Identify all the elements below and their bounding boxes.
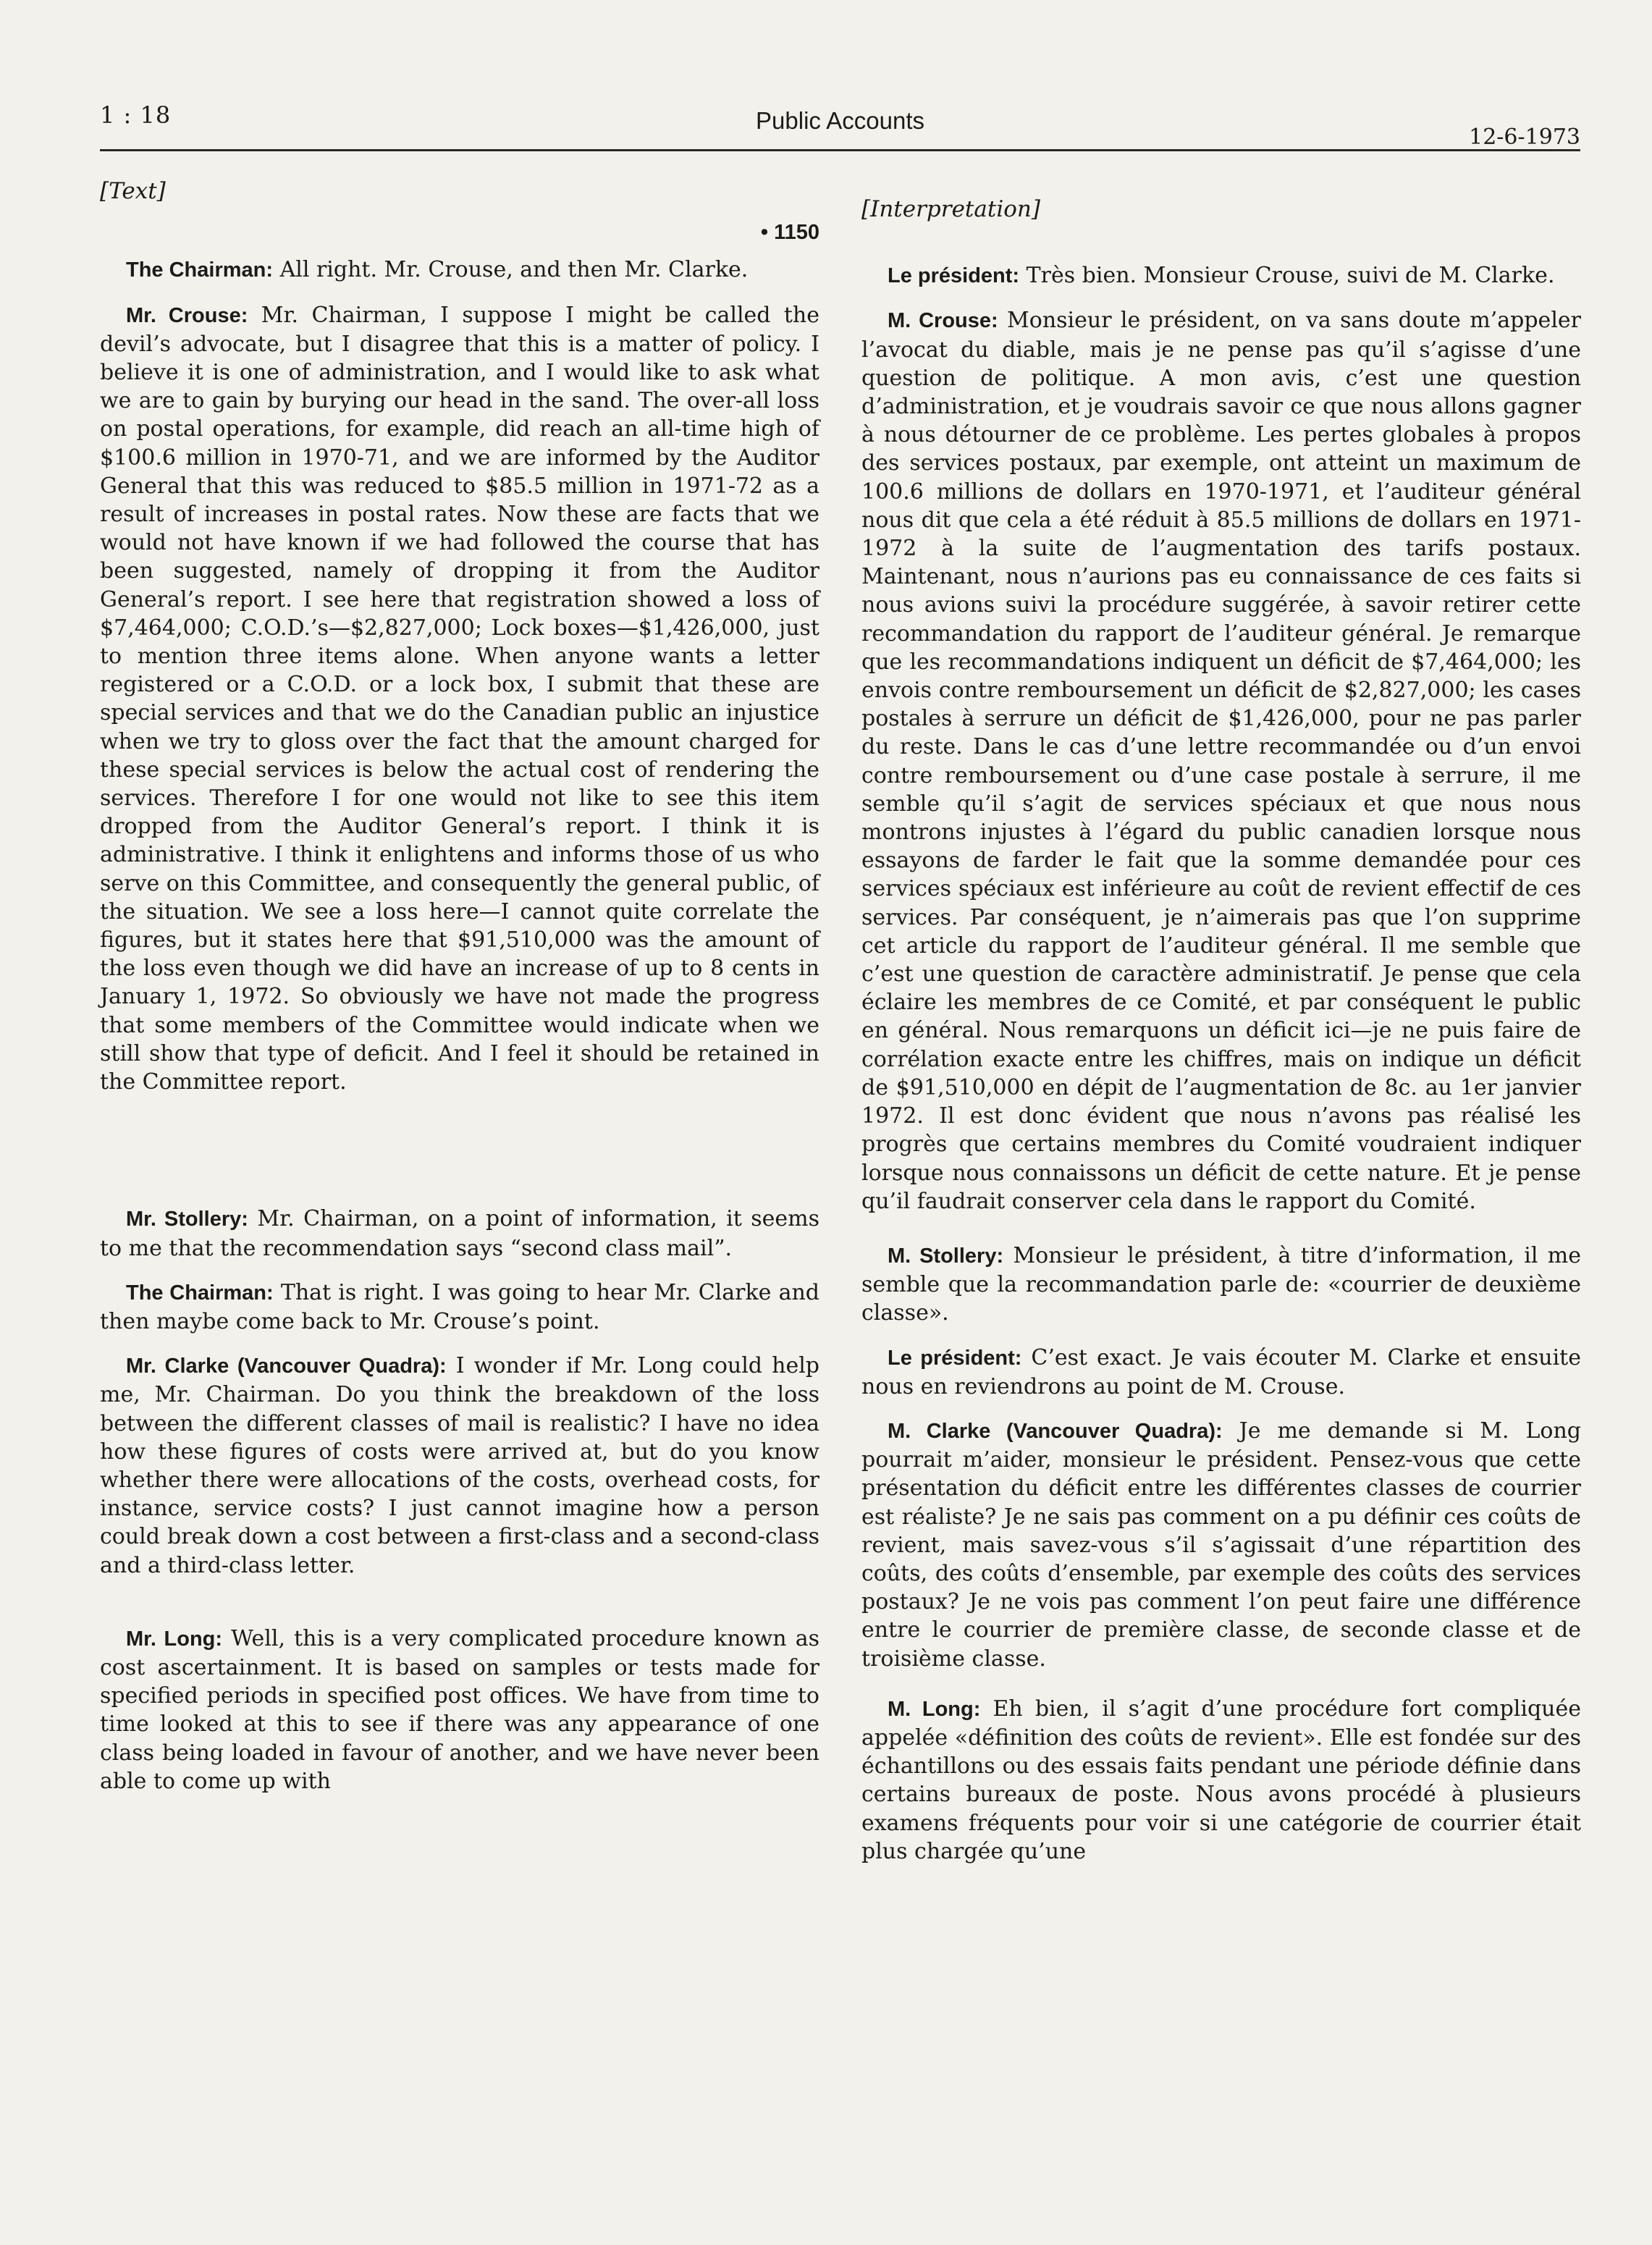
paragraph [100, 1205, 819, 1262]
paragraph [100, 1625, 819, 1795]
speaker-name: Mr. Stollery: [126, 1208, 248, 1231]
paragraph [861, 1242, 1581, 1328]
paragraph-text: C’est exact. Je vais écouter M. Clarke et ensuite nous en reviendrons au point de M. Crouse. [861, 1344, 1581, 1399]
time-marker: • 1150 [760, 221, 819, 245]
paragraph-text: Très bien. Monsieur Crouse, suivi de M. Clarke. [1019, 263, 1555, 289]
header-date: 12-6-1973 [1469, 125, 1580, 150]
paragraph-text: Eh bien, il s’agit d’une procédure fort compliquée appelée «définition des coûts de revient». Elle est fondée sur des échantillons ou des essais faits pendant une période définie dans certains bureaux de poste. Nous avons procédé à plusieurs examens fréquents pour voir si une catégorie de courrier était plus chargée qu’une [861, 1696, 1581, 1864]
paragraph-text: I wonder if Mr. Long could help me, Mr. Chairman. Do you think the breakdown of the loss between the different classes of mail is realistic? I have no idea how these figures of costs were arrived at, but do you know whether there were allocations of the costs, overhead costs, for instance, service costs? I just cannot imagine how a person could break down a cost between a first-class and a second-class and a third-class letter. [100, 1353, 819, 1578]
paragraph [861, 261, 1581, 290]
spacer [861, 1231, 1581, 1242]
paragraph-text: Monsieur le président, on va sans doute m’appeler l’avocat du diable, mais je ne pense pas qu’il s’agisse d’une question de politique. A mon avis, c’est une question d’administration, et je voudrais savoir ce que nous allons gagner à nous détourner de ce problème. Les pertes globales à propos des services postaux, par exemple, ont atteint un maximum de 100.6 millions de dollars en 1970-1971, et l’auditeur général nous dit que cela a été réduit à 85.5 millions de dollars en 1971-1972 à la suite de l’augmentation des tarifs postaux. Maintenant, nous n’aurions pas eu connaissance de ces faits si nous avions suivi la procédure suggérée, à savoir retirer cette recommandation du rapport de l’auditeur général. Je remarque que les recommandations indiquent un déficit de $7,464,000; les envois contre remboursement un déficit de $2,827,000; les cases postales à serrure un déficit de $1,426,000, pour ne pas parler du reste. Dans le cas d’une lettre recommandée ou d’un envoi contre remboursement ou d’une case postale à serrure, il me semble qu’il s’agit de services spéciaux et que nous nous montrons injustes à l’égard du public canadien lorsque nous essayons de farder le fait que la somme demandée pour ces services spéciaux est inférieure au coût de revient effectif de ces services. Par conséquent, je n’aimerais pas que l’on supprime cet article du rapport de l’auditeur général. Il me semble que c’est une question de caractère administratif. Je pense que cela éclaire les membres de ce Comité, et par conséquent le public en général. Nous remarquons un déficit ici—je ne puis faire de corrélation exacte entre les chiffres, mais on indique un déficit de $91,510,000 en dépit de l’augmentation de 8c. au 1er janvier 1972. Il est donc évident que nous n’avons pas réalisé les progrès que certains membres du Comité voudraient indiquer lorsque nous connaissons un déficit de cette nature. Et je pense qu’il faudrait conserver cela dans le rapport du Comité. [861, 308, 1582, 1214]
speaker-name: Le président: [888, 1346, 1022, 1370]
speaker-name: Mr. Long: [126, 1627, 223, 1651]
speaker-name: Mr. Crouse: [126, 303, 248, 327]
paragraph [100, 1352, 819, 1580]
speaker-name: The Chairman: [126, 258, 274, 282]
paragraph-text: That is right. I was going to hear Mr. Clarke and then maybe come back to Mr. Crouse’s point. [100, 1279, 819, 1334]
interpretation-tag: [Interpretation] [861, 196, 1040, 222]
paragraph [861, 306, 1581, 1216]
speaker-name: Le président: [888, 264, 1020, 288]
spacer [100, 1596, 819, 1625]
paragraph-text: Mr. Chairman, on a point of information, it seems to me that the recommendation says “second class mail”. [100, 1206, 819, 1261]
french-column [861, 195, 1581, 1882]
paragraph [861, 1695, 1581, 1866]
speaker-name: Mr. Clarke (Vancouver Quadra): [126, 1355, 447, 1378]
spacer [861, 237, 1581, 261]
spacer [100, 1112, 819, 1205]
page-header [100, 101, 1580, 151]
speaker-name: M. Stollery: [888, 1244, 1004, 1268]
speaker-name: M. Clarke (Vancouver Quadra): [888, 1419, 1223, 1443]
speaker-name: M. Long: [888, 1697, 981, 1721]
paragraph-text: All right. Mr. Crouse, and then Mr. Clarke. [273, 257, 749, 283]
paragraph-text: Mr. Chairman, I suppose I might be called the devil’s advocate, but I disagree that this is a matter of policy. I believe it is one of administration, and I would like to ask what we are to gain by burying our head in the sand. The over-all loss on postal operations, for example, did reach an all-time high of $100.6 million in 1970-71, and we are informed by the Auditor General that this was reduced to $85.5 million in 1971-72 as a result of increases in postal rates. Now these are facts that we would not have known if we had followed the course that has been suggested, namely of dropping it from the Auditor General’s report. I see here that registration showed a loss of $7,464,000; C.O.D.’s—$2,827,000; Lock boxes—$1,426,000, just to mention three items alone. When anyone wants a letter registered or a C.O.D. or a lock box, I submit that these are special services and that we do the Canadian public an injustice when we try to gloss over the fact that the amount charged for these special services is below the actual cost of rendering the services. Therefore I for one would not like to see this item dropped from the Auditor General’s report. I think it is administrative. I think it enlightens and informs those of us who serve on this Committee, and consequently the general public, of the situation. We see a loss here—I cannot quite correlate the figures, but it states here that $91,510,000 was the amount of the loss even though we did have an increase of up to 8 cents in January 1, 1972. So obviously we have not made the progress that some members of the Committee would indicate when we still show that type of deficit. And I feel it should be retained in the Committee report. [100, 302, 820, 1095]
running-title: Public Accounts [756, 107, 924, 134]
text-tag: [Text] [100, 178, 166, 204]
paragraph [100, 1279, 819, 1336]
paragraph-text: Je me demande si M. Long pourrait m’aider, monsieur le président. Pensez-vous que cette présentation du déficit entre les différentes classes de courrier est réaliste? Je ne sais pas comment on a pu définir ces coûts de revient, mais savez-vous s’il s’agissait d’une répartition des coûts, des coûts d’ensemble, par exemple des coûts des services postaux? Je ne vois pas comment l’on peut faire une différence entre le courrier de première classe, de seconde classe et de troisième classe. [861, 1418, 1581, 1672]
paragraph-text: Monsieur le président, à titre d’information, il me semble que la recommandation parle de: «courrier de deuxième classe». [861, 1242, 1581, 1326]
paragraph [100, 301, 819, 1097]
paragraph [861, 1344, 1581, 1401]
paragraph [861, 1417, 1581, 1673]
spacer [861, 1689, 1581, 1695]
english-column [100, 177, 819, 1811]
paragraph-text: Well, this is a very complicated procedure known as cost ascertainment. It is based on samples or tests made for specified periods in specified post offices. We have from time to time looked at this to see if there was any appearance of one class being loaded in favour of another, and we have never been able to come up with [100, 1625, 819, 1794]
page-number: 1 : 18 [100, 101, 172, 129]
speaker-name: M. Crouse: [888, 309, 998, 333]
speaker-name: The Chairman: [126, 1281, 274, 1305]
paragraph [100, 256, 819, 285]
